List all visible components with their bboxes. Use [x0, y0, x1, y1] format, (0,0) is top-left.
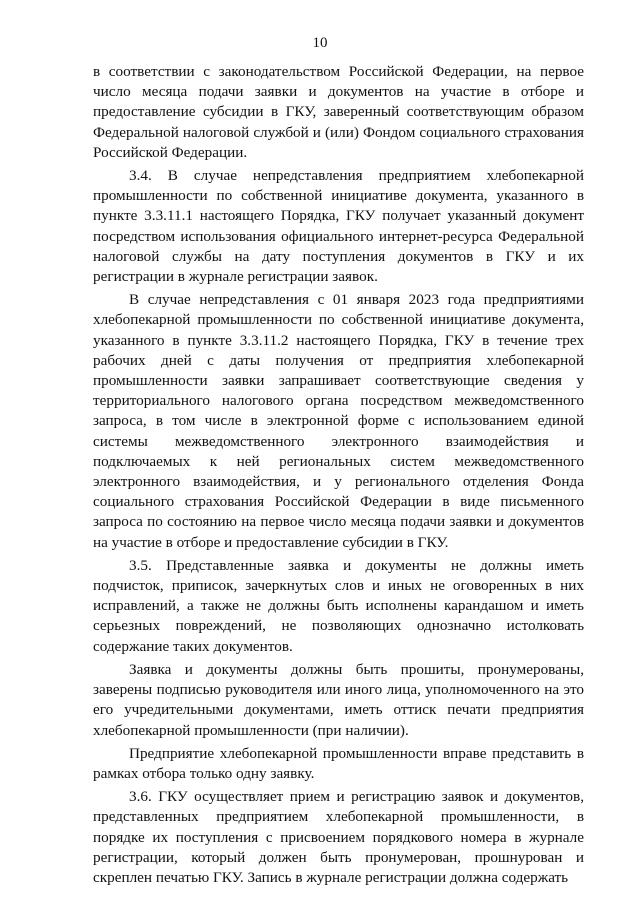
paragraph-3-4: 3.4. В случае непредставления предприятием хлебопекарной промышленности по собственной инициативе документа, указанного в пункте 3.3.11.1 настоящего Порядка, ГКУ получает указанный документ посредством использования официального интернет-ресурса Федеральной налоговой службы на дату поступления документов в ГКУ и их регистрации в журнале регистрации заявок.	[93, 167, 584, 286]
paragraph-3-5-single-application: Предприятие хлебопекарной промышленности вправе представить в рамках отбора только одну заявку.	[93, 744, 584, 782]
page-number: 10	[312, 35, 328, 51]
paragraph-3-5: 3.5. Представленные заявка и документы не должны иметь подчисток, приписок, зачеркнутых слов и иных не оговоренных в них исправлений, а также не должны быть исполнены карандашом и иметь серьезных повреждений, не позволяющих однозначно истолковать содержание таких документов.	[93, 556, 584, 655]
document-body	[93, 62, 584, 888]
paragraph-continuation: в соответствии с законодательством Российской Федерации, на первое число месяца подачи заявки и документов на участие в отборе и предоставление субсидии в ГКУ, заверенный соответствующим образом Федеральной налоговой службой и (или) Фондом социального страхования Российской Федерации.	[93, 63, 584, 161]
paragraph-3-4-second: В случае непредставления с 01 января 2023 года предприятиями хлебопекарной промышленности по собственной инициативе документа, указанного в пункте 3.3.11.2 настоящего Порядка, ГКУ в течение трех рабочих дней с даты получения от предприятия хлебопекарной промышленности заявки запрашивает соответствующие сведения у территориального налогового органа посредством межведомственного запроса, в том числе в электронной форме с использованием единой системы межведомственного электронного взаимодействия и подключаемых к ней региональных систем межведомственного электронного взаимодействия, и у регионального отделения Фонда социального страхования Российской Федерации в виде письменного запроса по состоянию на первое число месяца подачи заявки и документов на участие в отборе и предоставление субсидии в ГКУ.	[93, 291, 584, 551]
paragraph-3-5-binding: Заявка и документы должны быть прошиты, пронумерованы, заверены подписью руководителя или иного лица, уполномоченного на это его учредительными документами, иметь оттиск печати предприятия хлебопекарной промышленности (при наличии).	[93, 660, 584, 739]
paragraph-3-6: 3.6. ГКУ осуществляет прием и регистрацию заявок и документов, представленных предприятием хлебопекарной промышленности, в порядке их поступления с присвоением порядкового номера в журнале регистрации, который должен быть пронумерован, прошнурован и скреплен печатью ГКУ. Запись в журнале регистрации должна содержать	[93, 788, 584, 886]
